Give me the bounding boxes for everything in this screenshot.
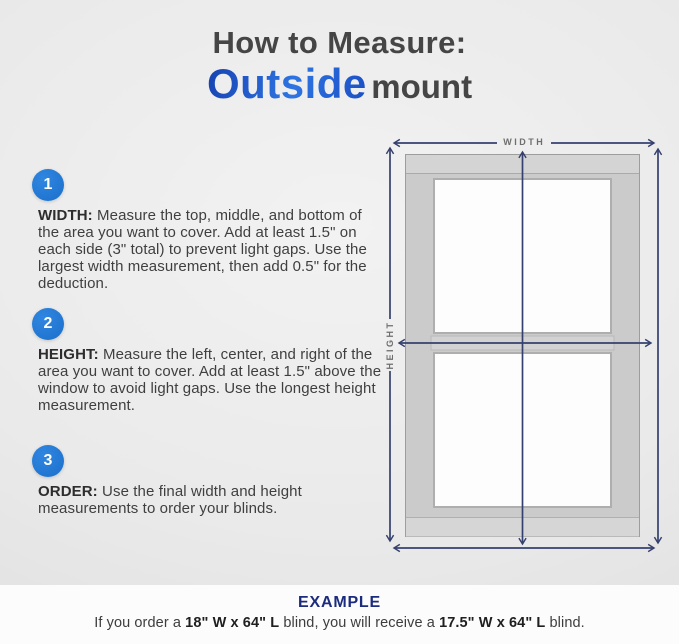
- example-ordered-size: 18" W x 64" L: [185, 615, 280, 631]
- width-arrow-label: WIDTH: [503, 137, 546, 147]
- step-3-number-badge: 3: [32, 445, 64, 477]
- step-1-label: WIDTH:: [38, 207, 93, 224]
- example-received-size: 17.5" W x 64" L: [439, 615, 546, 631]
- step-1-number-badge: 1: [32, 169, 64, 201]
- example-heading: EXAMPLE: [298, 594, 381, 611]
- step-2-number-badge: 2: [32, 308, 64, 340]
- step-2-label: HEIGHT:: [38, 346, 99, 363]
- title-suffix: mount: [371, 68, 473, 106]
- title-highlight: Outside: [206, 60, 367, 108]
- example-footer: [0, 585, 679, 644]
- step-3-label: ORDER:: [38, 483, 98, 500]
- step-3-text: ORDER: Use the final width and height measurements to order your blinds.: [38, 483, 302, 517]
- title-line1: How to Measure:: [212, 25, 467, 60]
- example-sentence: If you order a 18" W x 64" L blind, you will receive a 17.5" W x 64" L blind.: [94, 615, 585, 631]
- step-1-text: WIDTH: Measure the top, middle, and bottom of the area you want to cover. Add at least 1.5" on each side (3" total) to prevent light gaps. Use the largest width measurement, then add 0.5" for the deduction.: [38, 207, 367, 292]
- step-2-text: HEIGHT: Measure the left, center, and right of the area you want to cover. Add at least 1.5" above the window to avoid light gaps. Use the longest height measurement.: [38, 346, 382, 414]
- height-arrow-label: HEIGHT: [385, 320, 395, 370]
